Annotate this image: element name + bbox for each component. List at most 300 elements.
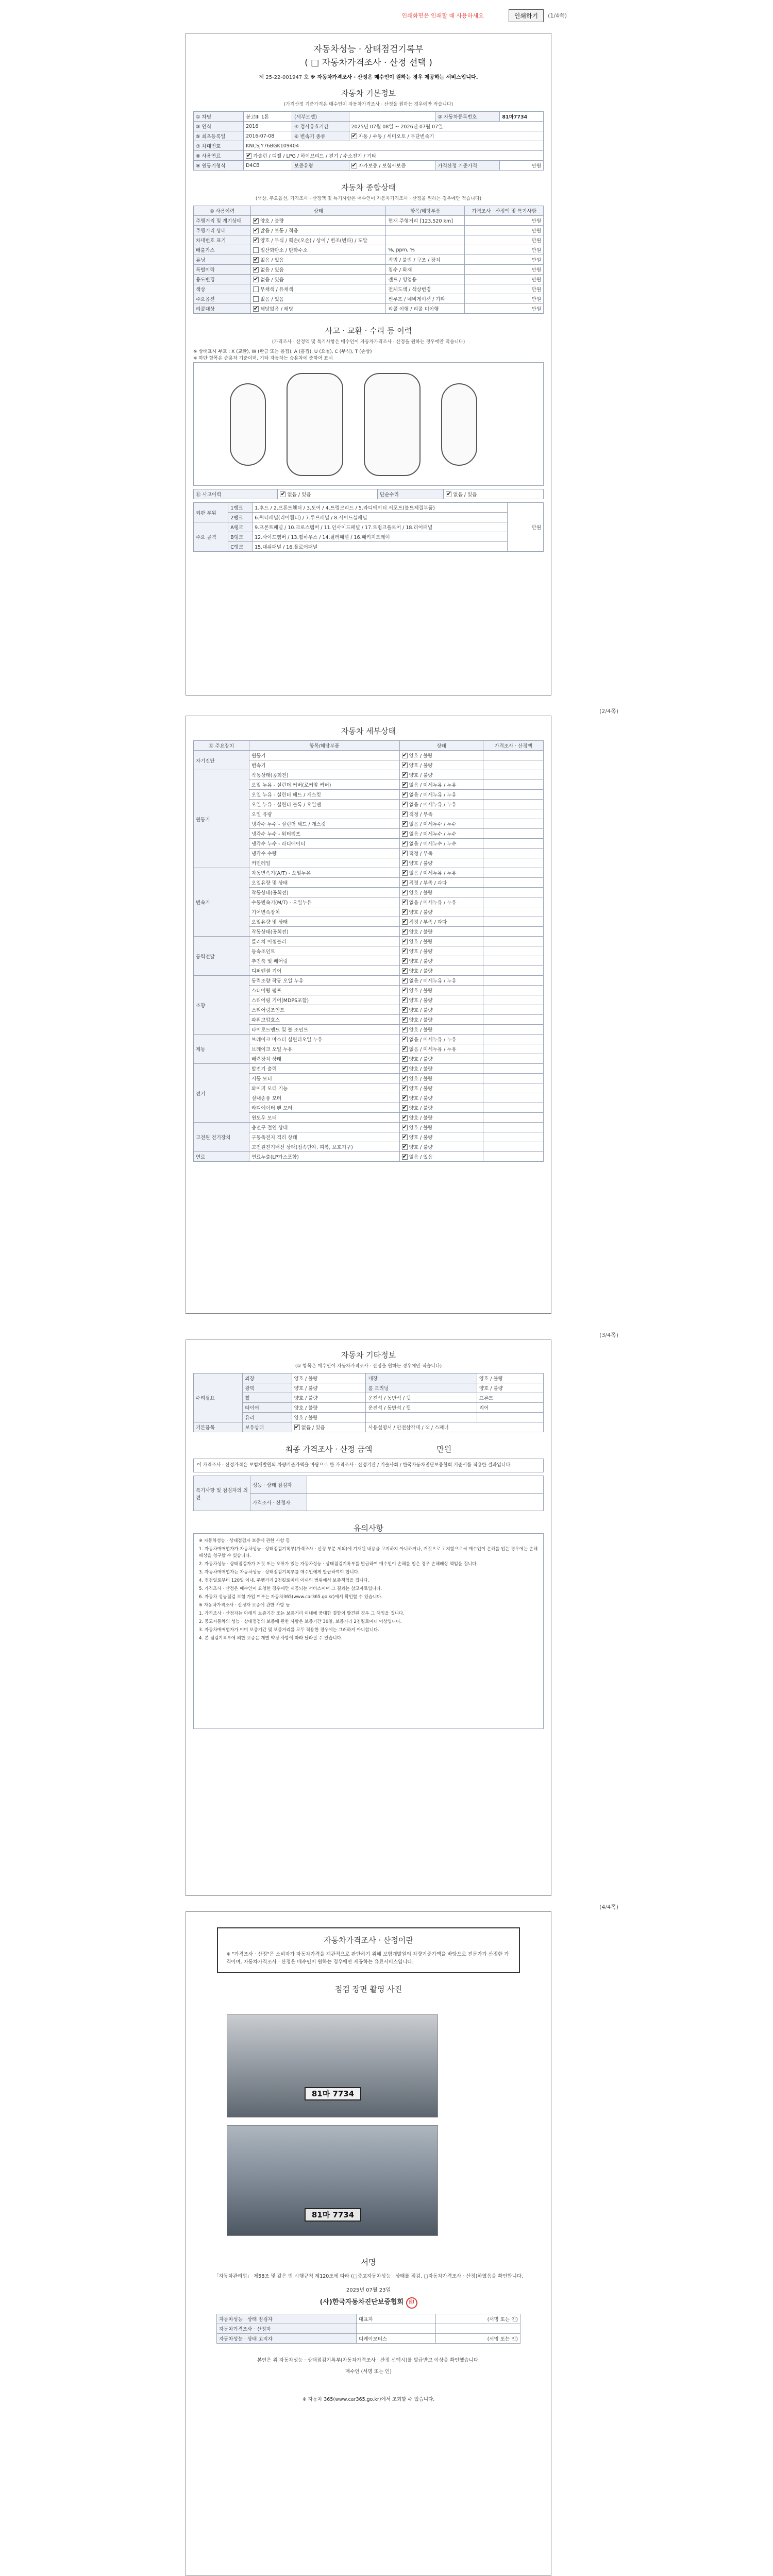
- detail-item-price: [483, 1044, 544, 1054]
- cell: 적법 / 불법 / 구조 / 장치: [386, 255, 465, 265]
- table-row: [194, 1393, 544, 1403]
- cell: 2016-07-08: [244, 131, 292, 141]
- transmission-options: 자동 / 수동 / 세미오토 / 무단변속기: [358, 134, 434, 140]
- detail-status-text: 없음 / 미세누유 / 누유: [409, 900, 457, 906]
- license-plate: 81마 7734: [305, 2208, 361, 2222]
- cell: [307, 1476, 544, 1494]
- table-row: [194, 284, 544, 294]
- checkbox-icon: [402, 1027, 408, 1032]
- sign-date: 2025년 07월 23일: [346, 2287, 391, 2293]
- detail-status-text: 양호 / 불량: [409, 1096, 433, 1101]
- cell: 리콜 이행 / 리콜 미이행: [386, 304, 465, 314]
- detail-item-price: [483, 1074, 544, 1083]
- table-row: [194, 304, 544, 314]
- rank-table: [193, 502, 544, 552]
- checkbox-icon: [402, 1125, 408, 1130]
- detail-item-label: 클러치 어셈블리: [249, 937, 400, 946]
- cell: 운전석 / 동반석 / 뒷: [366, 1403, 477, 1413]
- detail-item-label: 냉각수 누수 - 라디에이터: [249, 839, 400, 849]
- cell: 자동차성능 · 상태 점검자: [217, 2314, 357, 2324]
- cell: 외판 부위: [194, 503, 228, 522]
- table-row: [194, 1383, 544, 1393]
- detail-item-price: [483, 927, 544, 937]
- checkbox-icon: [253, 247, 259, 253]
- detail-item-price: [483, 897, 544, 907]
- detail-item-status: [399, 1103, 483, 1113]
- cell: 양호 / 불량: [292, 1393, 366, 1403]
- detail-item-label: 커먼레일: [249, 858, 400, 868]
- table-row: [194, 235, 544, 245]
- detail-item-label: 디퍼렌셜 기어: [249, 966, 400, 976]
- doc-title: [186, 33, 551, 70]
- table-row: [194, 751, 544, 760]
- doc-number-prefix: 제: [259, 75, 264, 80]
- cell: [349, 112, 435, 122]
- cell: 리어: [477, 1403, 543, 1413]
- accident-note: (가격조사 · 산정액 및 특기사항은 매수인이 자동차가격조사 · 산정을 원하는 경우에만 적습니다): [272, 340, 465, 345]
- signature-section: [186, 2257, 551, 2402]
- caution-line: 3. 자동차매매업자는 자동차성능 · 상태점검기록부를 매수인에게 발급하여야 합니다.: [199, 1570, 360, 1575]
- detail-item-label: 시동 모터: [249, 1074, 400, 1083]
- detail-item-status: [399, 1015, 483, 1025]
- cell: 만원: [465, 294, 544, 304]
- cell: 81마7734: [500, 112, 544, 122]
- checkbox-icon: [402, 860, 408, 866]
- detail-item-label: 브레이크 오일 누유: [249, 1044, 400, 1054]
- doc-number-line: [186, 73, 551, 80]
- checkbox-icon: [253, 228, 259, 233]
- detail-group-label: 전기: [194, 1064, 249, 1123]
- detail-status-text: 양호 / 불량: [409, 753, 433, 759]
- detail-status-text: 양호 / 불량: [409, 929, 433, 935]
- detail-item-price: [483, 966, 544, 976]
- detail-status-text: 양호 / 불량: [409, 1106, 433, 1111]
- etc-table: [193, 1373, 544, 1432]
- detail-item-price: [483, 829, 544, 839]
- detail-item-label: 실내송풍 모터: [249, 1093, 400, 1103]
- detail-status-text: 양호 / 불량: [409, 861, 433, 867]
- status-value: 무채색 / 유채색: [260, 287, 294, 293]
- fuel-options: 가솔린 / 디젤 / LPG / 하이브리드 / 전기 / 수소전기 / 기타: [253, 154, 377, 159]
- detail-item-price: [483, 858, 544, 868]
- detail-status-text: 양호 / 불량: [409, 959, 433, 964]
- detail-item-status: [399, 809, 483, 819]
- status-value: 양호 / 부식 / 훼손(오손) / 상이 / 변조(변타) / 도말: [260, 238, 367, 244]
- cell: 만원: [465, 245, 544, 255]
- cell: ① 차명: [194, 112, 244, 122]
- checkbox-icon: [402, 919, 408, 925]
- cell: [349, 131, 543, 141]
- detail-item-label: 등속조인트: [249, 946, 400, 956]
- detail-item-label: 추진축 및 베어링: [249, 956, 400, 966]
- cell: ⑤ 최초등록일: [194, 131, 244, 141]
- detail-item-label: 스티어링 기어(MDPS포함): [249, 995, 400, 1005]
- basic-info-title: 자동차 기본정보: [341, 89, 396, 98]
- table-row: [194, 1403, 544, 1413]
- detail-group-label: 변속기: [194, 868, 249, 937]
- doc-number-suffix: 호: [304, 75, 309, 80]
- detail-item-status: [399, 995, 483, 1005]
- checkbox-icon: [402, 870, 408, 876]
- table-row: [194, 503, 544, 513]
- detail-item-price: [483, 1035, 544, 1044]
- cell: [250, 255, 385, 265]
- checkbox-icon: [402, 1095, 408, 1101]
- cell: 리콜대상: [194, 304, 251, 314]
- checkbox-icon: [402, 1115, 408, 1121]
- accident-history-table: [193, 489, 544, 499]
- detail-item-price: [483, 800, 544, 809]
- detail-item-status: [399, 849, 483, 858]
- detail-item-label: 고전원전기배선 상태(접속단자, 피복, 보호기구): [249, 1142, 400, 1152]
- detail-item-label: 발전기 출력: [249, 1064, 400, 1074]
- detail-status-text: 양호 / 불량: [409, 1027, 433, 1033]
- table-row: [194, 1035, 544, 1044]
- sheet-page-2: [186, 716, 551, 1314]
- checkbox-icon: [253, 277, 259, 282]
- detail-item-status: [399, 751, 483, 760]
- price-explainer-box: [217, 1927, 520, 1973]
- cell: 현재 주행거리 [123,520 km]: [386, 216, 465, 226]
- cell: 만원: [465, 216, 544, 226]
- detail-item-status: [399, 1064, 483, 1074]
- col-header: 가격조사 · 산정액: [483, 741, 544, 751]
- cell: [250, 235, 385, 245]
- cell: 주행거리 상태: [194, 226, 251, 235]
- sheet-page-3: [186, 1340, 551, 1896]
- checkbox-icon: [402, 909, 408, 915]
- simple-repair-value: 없음 / 있음: [453, 492, 477, 498]
- checkbox-icon: [402, 821, 408, 827]
- checkbox-icon: [402, 831, 408, 837]
- detail-item-status: [399, 937, 483, 946]
- caution-line: 6. 자동차 성능점검 보험 가입 여부는 자동차365(www.car365.go.kr)에서 확인할 수 있습니다.: [199, 1595, 383, 1600]
- detail-item-status: [399, 1113, 483, 1123]
- status-value: 없음 / 있음: [260, 258, 284, 263]
- doc-number: 25-22-001947: [265, 75, 303, 80]
- checkbox-icon: [402, 841, 408, 846]
- detail-item-label: 원동기: [249, 751, 400, 760]
- detail-status-text: 없음 / 미세누수 / 누수: [409, 841, 457, 847]
- accident-title: 사고 · 교환 · 수리 등 이력: [325, 326, 412, 335]
- explainer-title: 자동차가격조사 · 산정이란: [324, 1936, 413, 1945]
- cell: 12.사이드멤버 / 13.휠하우스 / 14.필러패널 / 16.패키지트레이: [253, 532, 508, 542]
- cell: 15.대쉬패널 / 16.플로어패널: [253, 542, 508, 552]
- cell: 만원: [465, 255, 544, 265]
- status-value: 없음 / 있음: [260, 297, 284, 302]
- detail-item-label: 오일 유량: [249, 809, 400, 819]
- detail-item-label: 오일유량 및 상태: [249, 878, 400, 888]
- detail-item-label: 변속기: [249, 760, 400, 770]
- checkbox-icon: [253, 296, 259, 302]
- detail-item-label: 배력장치 상태: [249, 1054, 400, 1064]
- cell: [386, 235, 465, 245]
- cell: 내장: [366, 1374, 477, 1383]
- cell: [278, 489, 378, 499]
- checkbox-icon: [402, 997, 408, 1003]
- cell: 만원: [465, 284, 544, 294]
- checkbox-icon: [402, 1105, 408, 1111]
- detail-item-status: [399, 770, 483, 780]
- table-row: [194, 532, 544, 542]
- col-header: 상태: [399, 741, 483, 751]
- doc-sub-notice: ※ 자동차가격조사 · 산정은 매수인이 원하는 경우 제공하는 서비스입니다.: [310, 75, 478, 80]
- checkbox-icon: [402, 1056, 408, 1062]
- detail-item-status: [399, 819, 483, 829]
- photo-title: 점검 장면 촬영 사진: [334, 1985, 402, 1994]
- cell: [349, 161, 435, 171]
- detail-item-label: 냉각수 누수 - 실린더 헤드 / 개스킷: [249, 819, 400, 829]
- cell: 렌트 / 영업용: [386, 275, 465, 284]
- accident-legend: [193, 349, 544, 362]
- checkbox-icon: [351, 163, 357, 168]
- caution-title: 유의사항: [354, 1523, 383, 1533]
- detail-table: [193, 740, 544, 1162]
- cell: 2016: [244, 122, 292, 131]
- cell: ⑪ 사고이력: [194, 489, 278, 499]
- detail-item-status: [399, 1152, 483, 1162]
- detail-item-label: 수동변속기(M/T) - 오일누유: [249, 897, 400, 907]
- detail-item-status: [399, 839, 483, 849]
- detail-item-status: [399, 1074, 483, 1083]
- car-side-right: [441, 383, 477, 466]
- print-button[interactable]: 인쇄하기: [509, 9, 544, 22]
- table-row: [194, 1064, 544, 1074]
- page-number-2: (2/4쪽): [599, 708, 618, 715]
- detail-status-text: 없음 / 미세누유 / 누유: [409, 871, 457, 876]
- detail-item-status: [399, 966, 483, 976]
- detail-group-label: 고전원 전기장치: [194, 1123, 249, 1152]
- detail-item-label: 라디에이터 팬 모터: [249, 1103, 400, 1113]
- cell: A랭크: [228, 522, 253, 532]
- detail-item-price: [483, 1113, 544, 1123]
- final-price-title: [186, 1444, 551, 1454]
- top-toolbar: [0, 0, 773, 31]
- detail-item-status: [399, 897, 483, 907]
- checkbox-icon: [402, 939, 408, 944]
- detail-item-label: 오일 누유 - 실린더 블록 / 오일팬: [249, 800, 400, 809]
- legend-line: ※ 상태표시 부호 : X (교환), W (판금 또는 용접), A (흠집), U (요철), C (부식), T (손상): [193, 349, 372, 354]
- table-row: [217, 2314, 520, 2324]
- detail-status-text: 양호 / 불량: [409, 1086, 433, 1092]
- table-row: [194, 770, 544, 780]
- detail-item-label: 브레이크 마스터 실린더오일 누유: [249, 1035, 400, 1044]
- cell: [244, 151, 544, 161]
- car-top-front: [287, 373, 343, 476]
- cell: [250, 294, 385, 304]
- detail-item-price: [483, 986, 544, 995]
- sign-org: [186, 2296, 551, 2309]
- table-row: [194, 1374, 544, 1383]
- detail-item-label: 자동변속기(A/T) - 오일누유: [249, 868, 400, 878]
- checkbox-icon: [402, 948, 408, 954]
- cell: [250, 265, 385, 275]
- car-diagram: [193, 362, 544, 486]
- cell: ④ 검사유효기간: [292, 122, 349, 131]
- sign-table: [216, 2314, 520, 2344]
- detail-item-status: [399, 1054, 483, 1064]
- checkbox-icon: [294, 1425, 300, 1430]
- detail-item-status: [399, 917, 483, 927]
- table-row: [194, 255, 544, 265]
- cell: 양호 / 불량: [292, 1413, 366, 1422]
- detail-status-text: 적정 / 부족 / 과다: [409, 920, 447, 925]
- status-title: 자동차 종합상태: [341, 183, 396, 192]
- license-plate: 81마 7734: [305, 2087, 361, 2100]
- cell: 9.프론트패널 / 10.크로스멤버 / 11.인사이드패널 / 17.트렁크플로어 / 18.리어패널: [253, 522, 508, 532]
- table-row: [194, 522, 544, 532]
- cell: [250, 216, 385, 226]
- detail-item-status: [399, 907, 483, 917]
- col-header: 가격조사 · 산정액 및 특기사항: [465, 206, 544, 216]
- sign-law: 「자동차관리법」 제58조 및 같은 법 시행규칙 제120조에 따라 (□중고자동차성능 · 상태를 점검, □자동차가격조사 · 산정)하였음을 확인합니다.: [214, 2274, 523, 2279]
- detail-item-status: [399, 1044, 483, 1054]
- detail-item-price: [483, 790, 544, 800]
- detail-status-text: 없음 / 미세누수 / 누수: [409, 832, 457, 837]
- checkbox-icon: [253, 238, 259, 243]
- checkbox-icon: [402, 792, 408, 798]
- detail-status-text: 양호 / 불량: [409, 998, 433, 1004]
- cell: B랭크: [228, 532, 253, 542]
- cell: 특기사항 및 점검자의 의견: [194, 1476, 250, 1511]
- detail-item-label: 기어변속장치: [249, 907, 400, 917]
- detail-status-text: 없음 / 미세누수 / 누수: [409, 822, 457, 827]
- detail-item-price: [483, 780, 544, 790]
- detail-item-status: [399, 1025, 483, 1035]
- cell: 만원: [508, 503, 544, 552]
- cell: 특별이력: [194, 265, 251, 275]
- checkbox-icon: [402, 880, 408, 886]
- checkbox-icon: [351, 133, 357, 139]
- table-row: [217, 2334, 520, 2344]
- detail-item-status: [399, 878, 483, 888]
- accident-value: 없음 / 있음: [287, 492, 311, 498]
- cell: 6.쿼터패널(리어휀더) / 7.루프패널 / 8.사이드실패널: [253, 513, 508, 522]
- caution-box: [193, 1533, 544, 1729]
- detail-status-text: 양호 / 불량: [409, 773, 433, 778]
- detail-item-price: [483, 1123, 544, 1132]
- detail-item-price: [483, 751, 544, 760]
- detail-status-text: 양호 / 불량: [409, 949, 433, 955]
- table-row: [194, 226, 544, 235]
- detail-item-price: [483, 907, 544, 917]
- detail-item-price: [483, 956, 544, 966]
- detail-group-label: 조향: [194, 976, 249, 1035]
- sheet-page-4: [186, 1911, 551, 2576]
- detail-item-price: [483, 937, 544, 946]
- checkbox-icon: [253, 286, 259, 292]
- checkbox-icon: [402, 988, 408, 993]
- final-price-note: 이 가격조사 · 산정가격은 보험개발원의 차량기준가액을 바탕으로 한 가격조사 · 산정기관 / 기술사회 / 한국자동차진단보증협회 기준서를 적용한 결과입니다.: [193, 1459, 544, 1472]
- cell: 만원: [500, 161, 544, 171]
- cell: 디케이모터스: [357, 2334, 436, 2344]
- detail-item-price: [483, 1054, 544, 1064]
- table-row: [217, 2324, 520, 2334]
- cell: 양호 / 불량: [292, 1374, 366, 1383]
- table-row: [194, 542, 544, 552]
- detail-item-status: [399, 790, 483, 800]
- detail-item-status: [399, 976, 483, 986]
- detail-item-status: [399, 858, 483, 868]
- warranty-options: 자가보증 / 보험사보증: [358, 163, 406, 169]
- checkbox-icon: [402, 890, 408, 895]
- detail-item-price: [483, 1152, 544, 1162]
- detail-status-text: 양호 / 불량: [409, 988, 433, 994]
- checkbox-icon: [402, 1046, 408, 1052]
- detail-item-status: [399, 829, 483, 839]
- detail-item-status: [399, 1005, 483, 1015]
- detail-item-label: 스티어링 펌프: [249, 986, 400, 995]
- cell: 타이어: [243, 1403, 292, 1413]
- doc-title-line1: 자동차성능 · 상태점검기록부: [313, 44, 424, 55]
- detail-item-price: [483, 809, 544, 819]
- detail-status-text: 적정 / 부족: [409, 851, 433, 857]
- detail-status-text: 양호 / 불량: [409, 1066, 433, 1072]
- cell: 성능 · 상태 점검자: [250, 1476, 307, 1494]
- status-value: 해당없음 / 해당: [260, 307, 294, 312]
- detail-status-text: 양호 / 불량: [409, 1125, 433, 1131]
- detail-item-status: [399, 800, 483, 809]
- basic-info-table: [193, 111, 544, 171]
- caution-line: 5. 가격조사 · 산정은 매수인이 요청한 경우에만 제공되는 서비스이며 그 결과는 참고자료입니다.: [199, 1586, 382, 1591]
- cell: 용도변경: [194, 275, 251, 284]
- checkbox-icon: [246, 153, 251, 159]
- cell: 운전석 / 동반석 / 뒷: [366, 1393, 477, 1403]
- checkbox-icon: [253, 267, 259, 273]
- checkbox-icon: [402, 1144, 408, 1150]
- cell: %, ppm, %: [386, 245, 465, 255]
- status-value: 양호 / 불량: [260, 218, 284, 224]
- detail-item-price: [483, 1005, 544, 1015]
- status-value: 없음 / 있음: [260, 277, 284, 283]
- checkbox-icon: [402, 1086, 408, 1091]
- cell: ⑨ 원동기형식: [194, 161, 244, 171]
- etc-note: (① 항목은 매수인이 자동차가격조사 · 산정을 원하는 경우에만 적습니다): [295, 1364, 442, 1369]
- detail-status-text: 양호 / 불량: [409, 890, 433, 896]
- car-top-rear: [364, 373, 421, 476]
- cell: 만원: [465, 235, 544, 245]
- cell: [444, 489, 544, 499]
- detail-item-status: [399, 780, 483, 790]
- detail-item-label: 와이퍼 모터 기능: [249, 1083, 400, 1093]
- cell: 가격산정 기준가격: [435, 161, 500, 171]
- cell: 배출가스: [194, 245, 251, 255]
- table-row: [194, 1422, 544, 1432]
- checkbox-icon: [402, 1076, 408, 1081]
- seal-icon: 印: [406, 2297, 417, 2309]
- detail-item-label: 냉각수 누수 - 워터펌프: [249, 829, 400, 839]
- checkbox-icon: [402, 782, 408, 788]
- detail-status-text: 적정 / 부족 / 과다: [409, 880, 447, 886]
- cell: 사용설명서 / 안전삼각대 / 잭 / 스패너: [366, 1422, 544, 1432]
- detail-item-status: [399, 1142, 483, 1152]
- detail-group-label: 연료: [194, 1152, 249, 1162]
- detail-item-price: [483, 770, 544, 780]
- detail-item-price: [483, 888, 544, 897]
- cell: 양호 / 불량: [292, 1403, 366, 1413]
- detail-item-status: [399, 1035, 483, 1044]
- checkbox-icon: [402, 968, 408, 974]
- cell: [435, 2324, 520, 2334]
- org-name: (사)한국자동차진단보증협회: [320, 2298, 404, 2306]
- cell: 썬루프 / 네비게이션 / 기타: [386, 294, 465, 304]
- cell: 전체도색 / 색상변경: [386, 284, 465, 294]
- cell: 만원: [465, 226, 544, 235]
- detail-item-price: [483, 760, 544, 770]
- detail-item-price: [483, 976, 544, 986]
- detail-item-status: [399, 1132, 483, 1142]
- detail-status-text: 양호 / 불량: [409, 1076, 433, 1082]
